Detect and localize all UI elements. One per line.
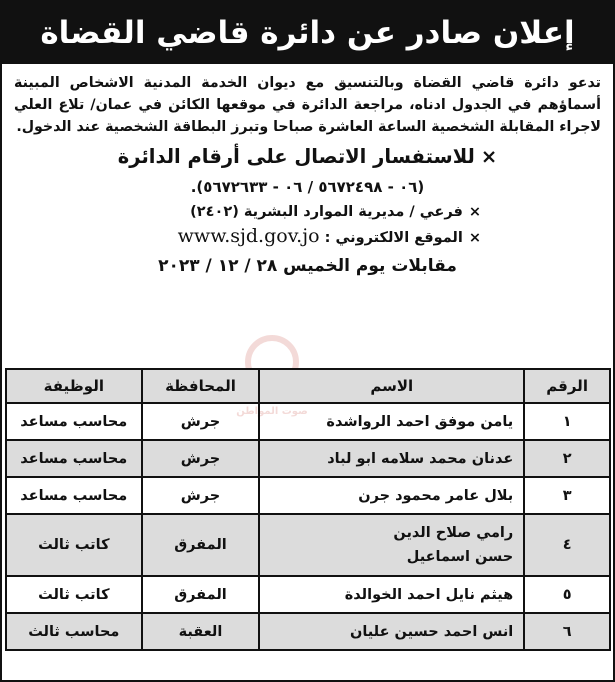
row-governorate: جرش (142, 477, 260, 514)
branch-text: فرعي / مديرية الموارد البشرية (٢٤٠٢) (190, 204, 463, 220)
announcement-title: إعلان صادر عن دائرة قاضي القضاة (2, 2, 613, 64)
branch-line (14, 200, 601, 224)
row-number: ٦ (524, 613, 610, 650)
row-number: ٥ (524, 576, 610, 613)
website-link[interactable]: www.sjd.gov.jo (177, 225, 320, 247)
row-governorate: جرش (142, 440, 260, 477)
bullet-icon: × (468, 204, 481, 220)
row-governorate: العقبة (142, 613, 260, 650)
bullet-icon: × (480, 145, 498, 168)
row-job: كاتب ثالث (6, 514, 142, 576)
row-name: يامن موفق احمد الرواشدة (259, 403, 524, 440)
row-name: بلال عامر محمود جرن (259, 477, 524, 514)
watermark-text: صوت المواطن (236, 406, 308, 417)
row-job: كاتب ثالث (6, 576, 142, 613)
header-number: الرقم (524, 369, 610, 403)
table-row (6, 576, 610, 613)
header-governorate: المحافظة (142, 369, 260, 403)
intro-paragraph: تدعو دائرة قاضي القضاة وبالتنسيق مع ديوان الخدمة المدنية الاشخاص المبينة أسماؤهم في الجدول ادناه، مراجعة الدائرة في موقعها الكائن في عمان/ تلاع العلي لاجراء المقابلة الشخصية الساعة العاشرة صباحا وتبرز البطاقة الشخصية عند الدخول. (14, 75, 601, 135)
row-job: محاسب مساعد (6, 477, 142, 514)
website-label: الموقع الالكتروني : (324, 230, 463, 246)
row-number: ٣ (524, 477, 610, 514)
interview-date: مقابلات يوم الخميس ٢٨ / ١٢ / ٢٠٢٣ (158, 256, 457, 276)
table-row (6, 403, 610, 440)
table-row (6, 477, 610, 514)
table-row (6, 440, 610, 477)
table-row (6, 514, 610, 576)
row-job: محاسب مساعد (6, 403, 142, 440)
row-governorate: جرش (142, 403, 260, 440)
row-number: ٤ (524, 514, 610, 576)
candidates-table (5, 368, 611, 651)
row-governorate: المفرق (142, 514, 260, 576)
table-row (6, 613, 610, 650)
row-job: محاسب ثالث (6, 613, 142, 650)
row-number: ٢ (524, 440, 610, 477)
row-number: ١ (524, 403, 610, 440)
announcement-body (14, 72, 601, 280)
row-governorate: المفرق (142, 576, 260, 613)
website-line (14, 224, 601, 250)
row-name: هيثم نايل احمد الخوالدة (259, 576, 524, 613)
inquiry-text: للاستفسار الاتصال على أرقام الدائرة (117, 145, 475, 168)
row-name: عدنان محمد سلامه ابو لباد (259, 440, 524, 477)
row-name-line2: حسن اسماعيل (406, 549, 514, 565)
header-job: الوظيفة (6, 369, 142, 403)
row-name (259, 514, 524, 576)
table-header-row (6, 369, 610, 403)
row-name-line1: رامي صلاح الدين (393, 525, 514, 541)
inquiry-line (14, 142, 601, 172)
bullet-icon: × (468, 230, 481, 246)
phone-numbers: (٠٦ - ٥٦٧٢٤٩٨ / ٠٦ - ٥٦٧٢٦٣٣). (190, 178, 425, 196)
header-name: الاسم (259, 369, 524, 403)
row-job: محاسب مساعد (6, 440, 142, 477)
row-name: انس احمد حسين عليان (259, 613, 524, 650)
